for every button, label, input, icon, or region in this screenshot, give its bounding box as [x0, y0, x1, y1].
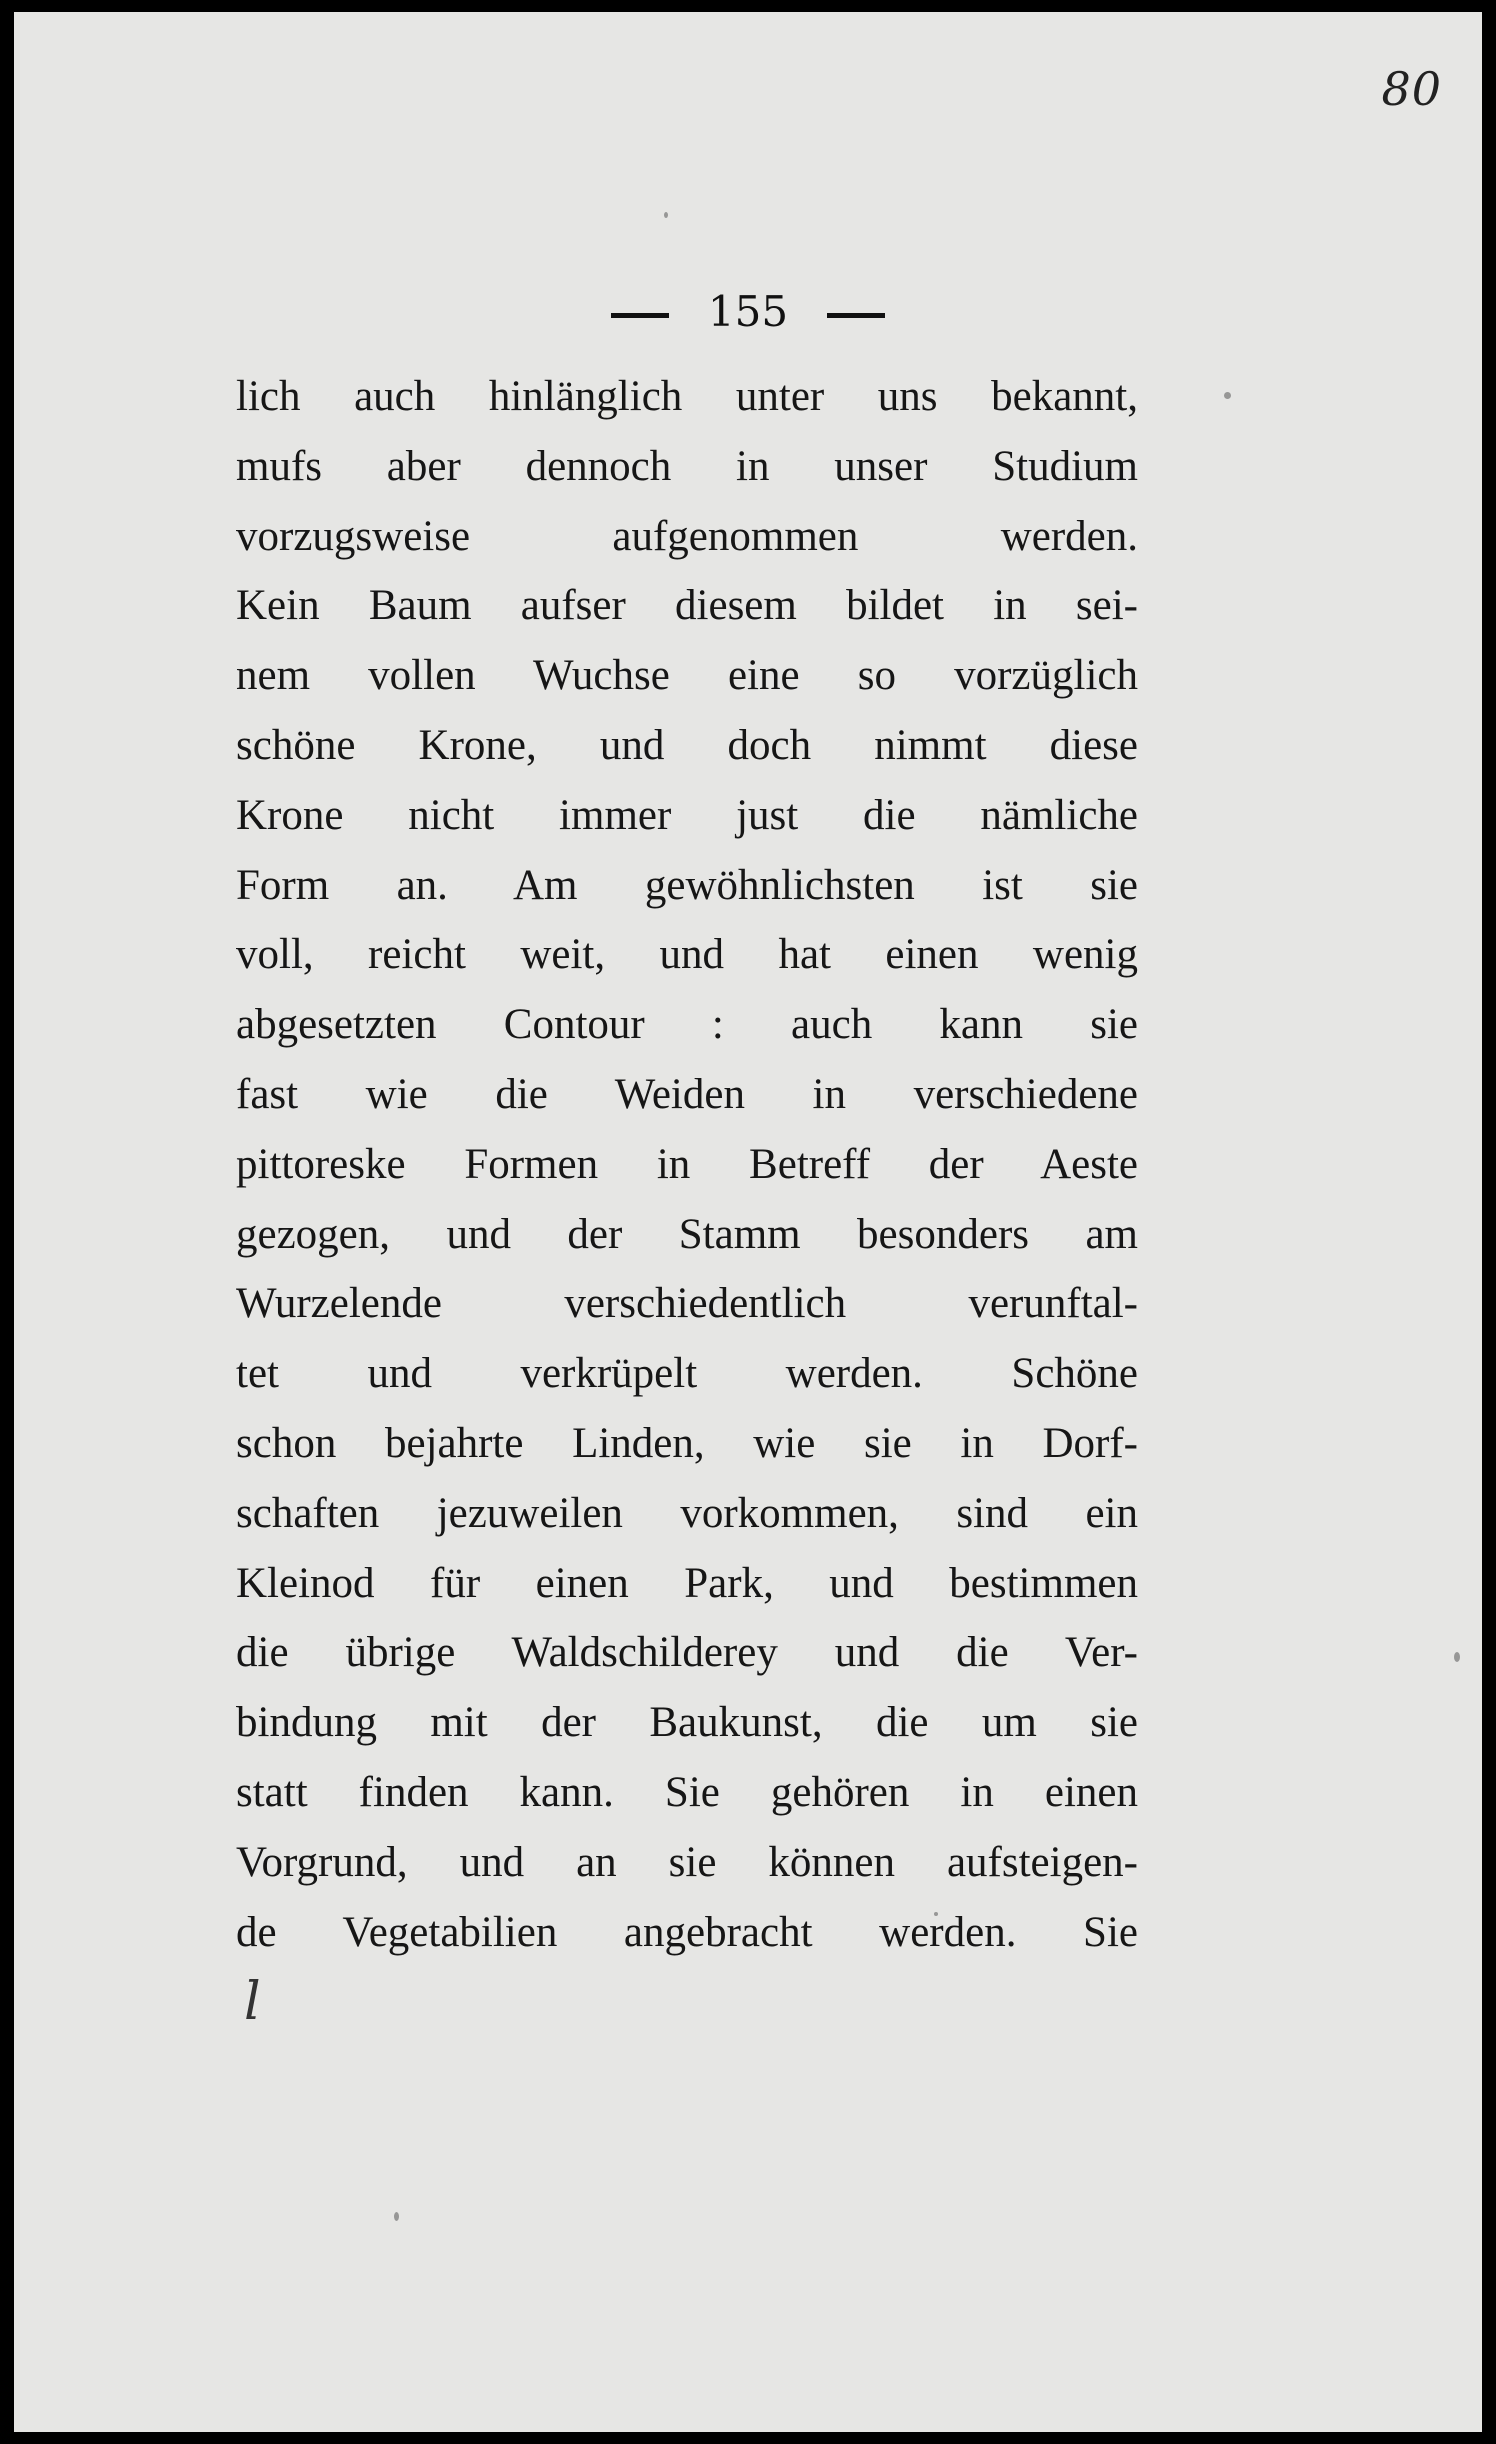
archive-mark: 80	[1381, 62, 1442, 116]
text-line: tet und verkrüpelt werden. Schöne	[236, 1350, 1138, 1398]
text-line: schöne Krone, und doch nimmt diese	[236, 721, 1138, 769]
text-line: mufs aber dennoch in unser Studium	[236, 442, 1138, 490]
scanned-page	[14, 12, 1482, 2432]
text-line: die übrige Waldschilderey und die Ver-	[236, 1629, 1138, 1677]
header-dash-right	[827, 313, 885, 318]
page-header	[14, 287, 1482, 336]
text-line: Kein Baum aufser diesem bildet in sei-	[236, 582, 1138, 630]
text-line: de Vegetabilien angebracht werden. Sie	[236, 1908, 1138, 1956]
scan-speck	[394, 2212, 399, 2221]
text-line: schon bejahrte Linden, wie sie in Dorf-	[236, 1419, 1138, 1467]
text-line: schaften jezuweilen vorkommen, sind ein	[236, 1489, 1138, 1537]
scan-speck	[1224, 392, 1231, 399]
text-line: Kleinod für einen Park, und bestimmen	[236, 1559, 1138, 1607]
text-line: Vorgrund, und an sie können aufsteigen-	[236, 1838, 1138, 1886]
text-line: lich auch hinlänglich unter uns bekannt,	[236, 373, 1138, 420]
text-line: gezogen, und der Stamm besonders am	[236, 1210, 1138, 1258]
text-line: Wurzelende verschiedentlich verunftal-	[236, 1280, 1138, 1328]
text-line: Form an. Am gewöhnlichsten ist sie	[236, 861, 1138, 909]
pencil-mark: l	[244, 1972, 261, 2032]
text-line: abgesetzten Contour : auch kann sie	[236, 1001, 1138, 1049]
scan-speck	[1454, 1652, 1460, 1662]
text-line: nem vollen Wuchse eine so vorzüglich	[236, 652, 1138, 700]
scan-speck	[664, 212, 668, 218]
text-line: fast wie die Weiden in verschiedene	[236, 1070, 1138, 1118]
page-number: 155	[707, 287, 789, 336]
text-line: pittoreske Formen in Betreff der Aeste	[236, 1140, 1138, 1188]
body-text	[236, 362, 1138, 1967]
text-line: voll, reicht weit, und hat einen wenig	[236, 931, 1138, 979]
text-line: vorzugsweise aufgenommen werden.	[236, 512, 1138, 560]
header-dash-left	[611, 313, 669, 318]
text-line: Krone nicht immer just die nämliche	[236, 791, 1138, 839]
text-line: bindung mit der Baukunst, die um sie	[236, 1699, 1138, 1747]
text-line: statt finden kann. Sie gehören in einen	[236, 1768, 1138, 1816]
